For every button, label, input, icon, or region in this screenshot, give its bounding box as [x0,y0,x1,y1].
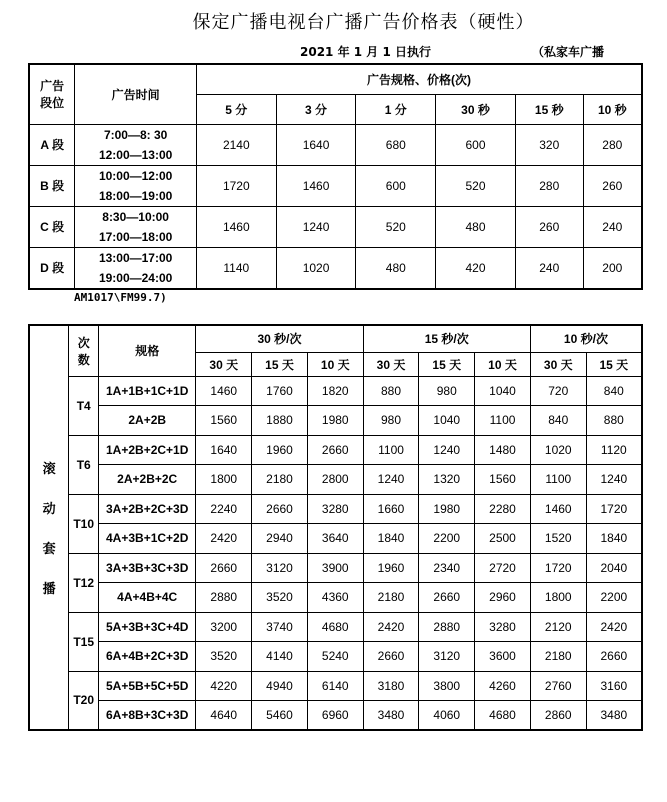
price-cell: 2140 [196,124,276,165]
price-cell: 1720 [530,553,586,583]
table-row [29,583,642,613]
duration-header: 3 分 [276,94,356,124]
price-cell: 2200 [586,583,642,613]
price-cell: 3200 [196,612,252,642]
price-cell: 520 [356,206,436,247]
price-cell: 3480 [363,701,419,731]
segment-cell: C 段 [29,206,75,247]
price-cell: 2880 [419,612,475,642]
group-header: 15 秒/次 [363,325,530,352]
price-cell: 1240 [276,206,356,247]
spec-cell: 1A+2B+2C+1D [99,435,196,465]
table-row [29,612,642,642]
spec-cell: 5A+3B+3C+4D [99,612,196,642]
spec-cell: 6A+4B+2C+3D [99,642,196,672]
time-slot-2: 18:00—19:00 [98,188,173,203]
spec-header: 规格 [99,325,196,376]
price-cell: 3280 [307,494,363,524]
price-cell: 6140 [307,671,363,701]
duration-header: 1 分 [356,94,436,124]
price-cell: 2720 [475,553,531,583]
spec-cell: 2A+2B+2C [99,465,196,495]
table-row [29,642,642,672]
days-header: 30 天 [196,352,252,376]
price-cell: 680 [356,124,436,165]
price-cell: 3640 [307,524,363,554]
price-cell: 1100 [475,406,531,436]
time-slot-2: 17:00—18:00 [98,229,173,244]
time-cell [75,206,197,247]
price-cell: 3180 [363,671,419,701]
price-cell: 4360 [307,583,363,613]
rolling-package-label [29,325,69,730]
effective-date: 2021 年 1 月 1 日执行 [300,45,431,59]
price-cell: 2880 [196,583,252,613]
days-header: 15 天 [252,352,308,376]
table-row [29,124,642,165]
price-cell: 520 [436,165,516,206]
price-cell: 1560 [196,406,252,436]
table-row [29,524,642,554]
price-cell: 1720 [586,494,642,524]
table-row [29,165,642,206]
price-cell: 2960 [475,583,531,613]
days-header: 15 天 [586,352,642,376]
price-cell: 2500 [475,524,531,554]
price-cell: 2660 [586,642,642,672]
price-cell: 5240 [307,642,363,672]
table-row [29,435,642,465]
price-cell: 1480 [475,435,531,465]
price-cell: 980 [419,376,475,406]
side-char: 滚 [42,461,56,476]
time-cell [75,165,197,206]
price-cell: 2180 [363,583,419,613]
price-cell: 2340 [419,553,475,583]
spec-cell: 6A+8B+3C+3D [99,701,196,731]
price-cell: 880 [363,376,419,406]
price-cell: 240 [583,206,642,247]
price-cell: 1240 [419,435,475,465]
price-cell: 3280 [475,612,531,642]
side-char: 播 [42,581,56,596]
price-cell: 1460 [196,376,252,406]
price-cell: 1140 [196,247,276,289]
group-header: 30 秒/次 [196,325,363,352]
price-cell: 1560 [475,465,531,495]
price-cell: 2660 [419,583,475,613]
spec-cell: 1A+1B+1C+1D [99,376,196,406]
package-name: T20 [69,671,99,730]
price-cell: 3900 [307,553,363,583]
price-cell: 980 [363,406,419,436]
price-cell: 4940 [252,671,308,701]
price-cell: 2180 [530,642,586,672]
time-cell [75,247,197,289]
rolling-package-table [28,324,643,731]
time-slot-1: 10:00—12:00 [98,168,173,183]
price-cell: 4060 [419,701,475,731]
days-header: 30 天 [363,352,419,376]
spec-price-header: 广告规格、价格(次) [196,64,642,94]
channel-name: （私家车广播 [532,45,605,59]
price-cell: 1980 [307,406,363,436]
price-cell: 1980 [419,494,475,524]
price-cell: 4140 [252,642,308,672]
price-cell: 1100 [363,435,419,465]
price-cell: 3480 [586,701,642,731]
price-cell: 1840 [586,524,642,554]
table-row [29,671,642,701]
table-row [29,406,642,436]
price-table-hard [28,63,643,290]
price-cell: 600 [356,165,436,206]
price-cell: 3520 [196,642,252,672]
price-cell: 280 [515,165,583,206]
price-cell: 1320 [419,465,475,495]
spec-cell: 3A+2B+2C+3D [99,494,196,524]
segment-cell: A 段 [29,124,75,165]
price-cell: 1840 [363,524,419,554]
segment-cell: D 段 [29,247,75,289]
time-header: 广告时间 [75,64,197,124]
price-cell: 4220 [196,671,252,701]
price-cell: 2860 [530,701,586,731]
price-cell: 1460 [196,206,276,247]
package-name: T6 [69,435,99,494]
price-cell: 480 [356,247,436,289]
price-cell: 1120 [586,435,642,465]
price-cell: 2200 [419,524,475,554]
package-name: T15 [69,612,99,671]
price-cell: 840 [586,376,642,406]
table-row [29,701,642,731]
price-cell: 1240 [363,465,419,495]
page-title: 保定广播电视台广播广告价格表（硬性） [192,12,535,33]
package-name: T12 [69,553,99,612]
price-cell: 1800 [530,583,586,613]
side-char: 动 [42,501,56,516]
price-cell: 4680 [307,612,363,642]
price-cell: 2940 [252,524,308,554]
price-cell: 2420 [586,612,642,642]
table-row [29,376,642,406]
time-slot-1: 13:00—17:00 [98,250,173,265]
price-cell: 280 [583,124,642,165]
price-cell: 2040 [586,553,642,583]
spec-cell: 3A+3B+3C+3D [99,553,196,583]
frequency-note: AM1017\FM99.7) [74,291,167,304]
price-cell: 5460 [252,701,308,731]
duration-header: 15 秒 [515,94,583,124]
price-cell: 3160 [586,671,642,701]
table-row [29,206,642,247]
price-cell: 420 [436,247,516,289]
price-cell: 2760 [530,671,586,701]
price-cell: 1640 [276,124,356,165]
duration-header: 30 秒 [436,94,516,124]
price-cell: 4640 [196,701,252,731]
spec-cell: 4A+4B+4C [99,583,196,613]
price-cell: 2660 [252,494,308,524]
price-cell: 2800 [307,465,363,495]
price-cell: 2240 [196,494,252,524]
time-slot-1: 7:00—8: 30 [103,127,168,142]
price-cell: 2120 [530,612,586,642]
price-cell: 3520 [252,583,308,613]
price-cell: 2420 [363,612,419,642]
spec-cell: 5A+5B+5C+5D [99,671,196,701]
price-cell: 1660 [363,494,419,524]
price-cell: 1460 [276,165,356,206]
price-cell: 1100 [530,465,586,495]
days-header: 10 天 [475,352,531,376]
price-cell: 200 [583,247,642,289]
price-cell: 2660 [307,435,363,465]
price-cell: 3120 [419,642,475,672]
side-char: 套 [42,541,56,556]
price-cell: 3800 [419,671,475,701]
price-cell: 2280 [475,494,531,524]
duration-header: 5 分 [196,94,276,124]
spec-cell: 2A+2B [99,406,196,436]
table-row [29,494,642,524]
time-cell [75,124,197,165]
price-cell: 4680 [475,701,531,731]
price-cell: 1820 [307,376,363,406]
days-header: 30 天 [530,352,586,376]
time-slot-2: 19:00—24:00 [98,270,173,285]
price-cell: 600 [436,124,516,165]
duration-header: 10 秒 [583,94,642,124]
package-name: T10 [69,494,99,553]
price-cell: 840 [530,406,586,436]
price-cell: 3740 [252,612,308,642]
price-cell: 320 [515,124,583,165]
price-cell: 2180 [252,465,308,495]
price-cell: 1460 [530,494,586,524]
price-cell: 2660 [363,642,419,672]
price-cell: 1960 [363,553,419,583]
table-row [29,247,642,289]
days-header: 10 天 [307,352,363,376]
price-cell: 1960 [252,435,308,465]
price-cell: 240 [515,247,583,289]
price-cell: 880 [586,406,642,436]
price-cell: 1020 [530,435,586,465]
price-cell: 1040 [419,406,475,436]
price-cell: 1520 [530,524,586,554]
price-cell: 1720 [196,165,276,206]
table-row [29,465,642,495]
group-header: 10 秒/次 [530,325,642,352]
count-header: 次 数 [69,325,99,376]
segment-header: 广告 段位 [29,64,75,124]
table-row [29,553,642,583]
price-cell: 3600 [475,642,531,672]
spec-cell: 4A+3B+1C+2D [99,524,196,554]
days-header: 15 天 [419,352,475,376]
price-cell: 1640 [196,435,252,465]
price-cell: 2660 [196,553,252,583]
price-cell: 480 [436,206,516,247]
price-cell: 6960 [307,701,363,731]
time-slot-2: 12:00—13:00 [98,147,173,162]
price-cell: 3120 [252,553,308,583]
segment-cell: B 段 [29,165,75,206]
time-slot-1: 8:30—10:00 [102,209,169,224]
price-cell: 260 [515,206,583,247]
price-cell: 1880 [252,406,308,436]
price-cell: 1800 [196,465,252,495]
price-cell: 2420 [196,524,252,554]
price-cell: 1040 [475,376,531,406]
price-cell: 4260 [475,671,531,701]
package-name: T4 [69,376,99,435]
price-cell: 260 [583,165,642,206]
price-cell: 720 [530,376,586,406]
price-cell: 1760 [252,376,308,406]
price-cell: 1020 [276,247,356,289]
price-cell: 1240 [586,465,642,495]
